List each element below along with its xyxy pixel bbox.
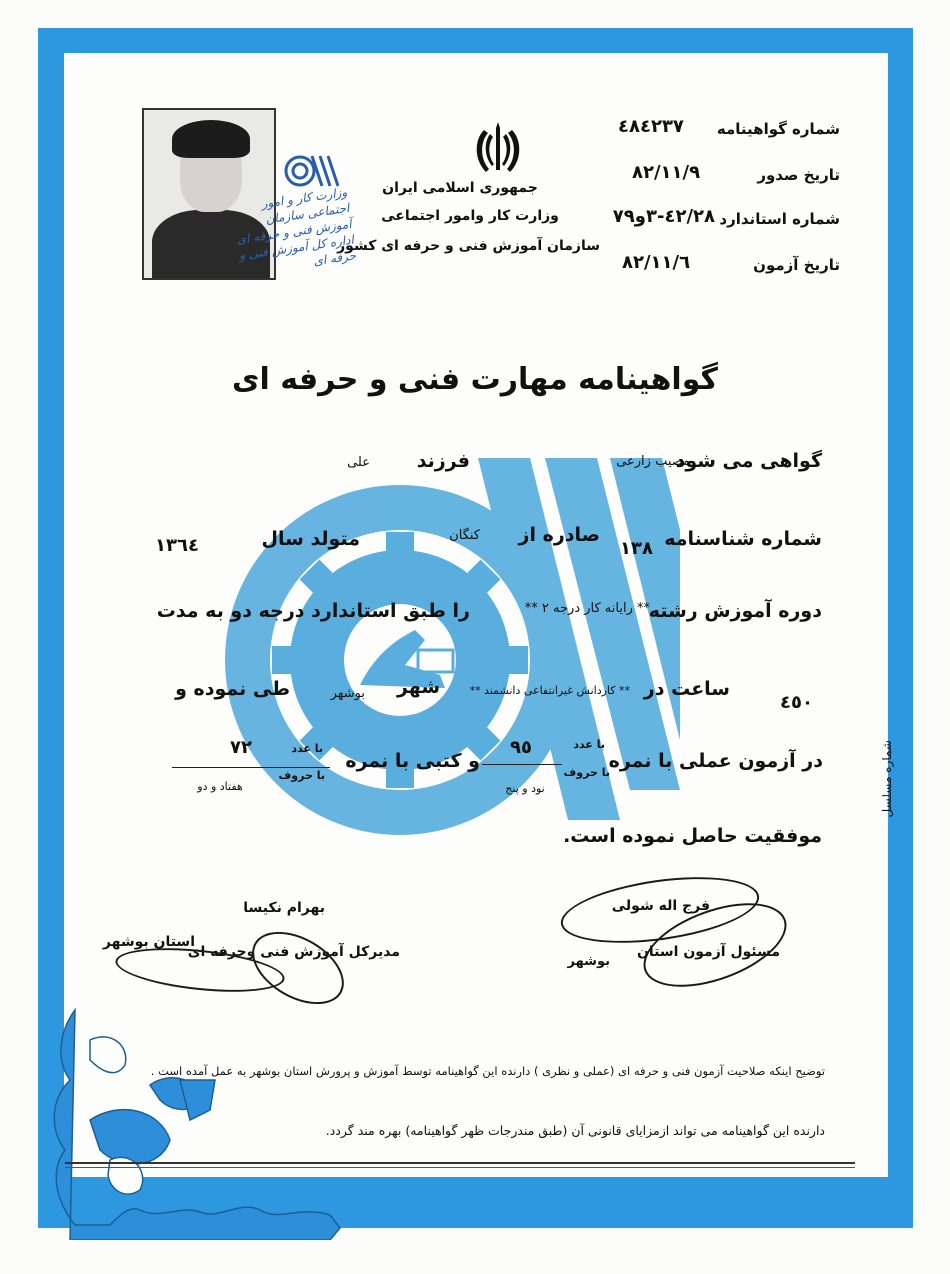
ministry-name: وزارت کار وامور اجتماعی xyxy=(381,208,559,224)
practical-by-number-label: با عدد xyxy=(573,738,605,751)
city-label: شهر xyxy=(396,676,440,698)
training-hours: ٤٥٠ xyxy=(780,692,813,713)
completed-label: طی نموده و xyxy=(175,678,290,700)
standard-number-label: شماره استاندارد xyxy=(719,210,840,228)
holder-name: مصیب زارعی xyxy=(616,454,690,469)
director-province: استان بوشهر xyxy=(102,934,195,950)
organization-name: سازمان آموزش فنی و حرفه ای کشور xyxy=(337,238,600,254)
exam-officer-province: بوشهر xyxy=(567,954,610,969)
footer-rule xyxy=(65,1162,855,1164)
written-by-letters-label: با حروف xyxy=(278,769,325,782)
city-name: بوشهر xyxy=(330,686,365,701)
hours-in-label: ساعت در xyxy=(643,678,730,700)
child-of-label: فرزند xyxy=(416,450,470,472)
born-year-label: متولد سال xyxy=(261,528,360,550)
tvto-watermark-logo-icon xyxy=(200,440,680,840)
practical-score: ٩٥ xyxy=(510,737,532,758)
issue-date-label: تاریخ صدور xyxy=(757,166,840,184)
written-by-number-label: با عدد xyxy=(291,742,323,755)
practical-by-letters-label: با حروف xyxy=(563,766,610,779)
iran-emblem-icon xyxy=(470,118,526,176)
practical-score-label: در آزمون عملی با نمره xyxy=(608,750,823,772)
footer-rule-2 xyxy=(65,1167,855,1168)
director-title: مدیرکل آموزش فنی وحرفه ای xyxy=(187,944,400,960)
practical-score-words: نود و پنج xyxy=(505,782,545,795)
written-score-words: هفتاد و دو xyxy=(197,780,243,793)
practical-score-rule xyxy=(482,764,562,765)
training-center: ** کاردانش غیرانتفاعی دانشمند ** xyxy=(469,684,630,697)
exam-date: ٨٢/١١/٦ xyxy=(622,252,691,273)
id-number: ١٣٨ xyxy=(620,538,653,559)
exam-officer-title: مسئول آزمون استان xyxy=(636,944,780,960)
father-name: علی xyxy=(347,455,370,470)
standard-number: ٤٢/٢٨-٣و٧٩ xyxy=(612,206,715,227)
course-label: دوره آموزش رشته xyxy=(648,600,822,622)
issue-date: ٨٢/١١/٩ xyxy=(632,162,701,183)
official-stamp-text: وزارت کار و امور اجتماعی سازمان آموزش فنی و حرفه ای اداره کل آموزش فنی و حرفه ای xyxy=(235,185,357,269)
exam-officer-name: فرج اله شولی xyxy=(611,898,710,914)
certificate-number: ٤٨٤٢٣٧ xyxy=(618,116,684,137)
serial-number-label: شماره مسلسل xyxy=(880,740,894,818)
written-score-label: و کتبی با نمره xyxy=(345,750,480,772)
country-name: جمهوری اسلامی ایران xyxy=(382,180,538,196)
footer-note-1: توضیح اینکه صلاحیت آزمون فنی و حرفه ای (عملی و نظری ) دارنده این گواهینامه توسط آموزش و پرورش استان بوشهر به عمل آمده است . xyxy=(150,1064,825,1078)
footer-note-2: دارنده این گواهینامه می تواند ازمزایای قانونی آن (طبق مندرجات ظهر گواهینامه) بهره مند گردد. xyxy=(325,1123,825,1138)
director-name: بهرام نکیسا xyxy=(243,900,325,916)
course-name: ** رایانه کار درجه ٢ ** xyxy=(524,601,650,616)
per-standard-label: را طبق استاندارد درجه دو به مدت xyxy=(156,600,470,622)
certify-label: گواهی می شود xyxy=(675,450,822,472)
issued-from-label: صادره از xyxy=(518,524,600,546)
exam-date-label: تاریخ آزمون xyxy=(753,256,840,274)
certificate-number-label: شماره گواهینامه xyxy=(716,120,840,138)
issued-from: کنگان xyxy=(449,528,480,543)
success-statement: موفقیت حاصل نموده است. xyxy=(563,825,822,847)
photo-hair xyxy=(172,120,250,158)
corner-ornament-icon xyxy=(30,1000,350,1240)
written-score-rule xyxy=(172,767,330,768)
born-year: ١٣٦٤ xyxy=(155,535,199,556)
written-score: ٧٢ xyxy=(230,737,252,758)
id-number-label: شماره شناسنامه xyxy=(664,528,822,550)
certificate-title: گواهینامه مهارت فنی و حرفه ای xyxy=(232,362,718,397)
